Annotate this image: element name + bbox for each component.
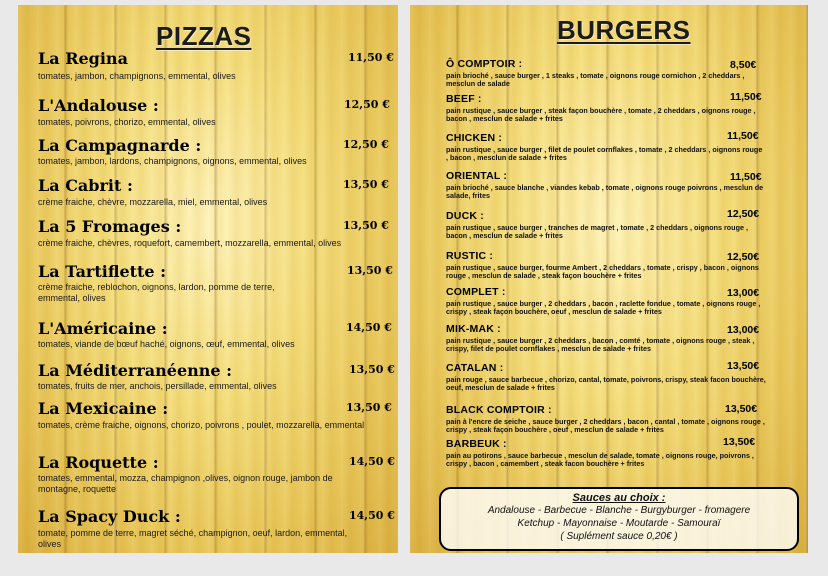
burger-name: COMPLET :	[446, 286, 506, 298]
pizzas-heading: PIZZAS	[156, 21, 252, 51]
pizza-item	[38, 176, 394, 220]
pizza-name: L'Américaine :	[38, 319, 168, 338]
pizza-name: La Cabrit :	[38, 176, 133, 195]
burger-item	[446, 362, 798, 398]
pizza-ingredients: tomates, viande de bœuf haché, oignons, œuf, emmental, olives	[38, 339, 295, 349]
pizza-item	[38, 96, 394, 140]
pizza-name: La Méditerranéenne :	[38, 361, 233, 380]
burger-item	[446, 58, 798, 94]
burger-item	[446, 286, 798, 322]
sauces-box	[439, 487, 799, 551]
pizza-name: La Spacy Duck :	[38, 507, 181, 526]
burger-price: 13,50€	[727, 360, 760, 372]
pizza-item	[38, 507, 394, 551]
pizza-name: La Campagnarde :	[38, 136, 202, 155]
burger-price: 11,50€	[730, 171, 762, 183]
pizza-ingredients: crème fraiche, reblochon, oignons, lardon, pomme de terre, emmental, olives	[38, 282, 275, 303]
burger-item	[446, 132, 798, 168]
pizza-ingredients: crème fraiche, chèvre, mozzarella, miel, emmental, olives	[38, 197, 268, 207]
pizza-ingredients: tomates, poivrons, chorizo, emmental, olives	[38, 117, 216, 127]
burger-name: BARBEUK :	[446, 438, 507, 450]
pizza-item	[38, 136, 394, 180]
pizza-price: 12,50 €	[343, 138, 389, 151]
pizza-ingredients: tomates, jambon, champignons, emmental, olives	[38, 71, 236, 81]
burger-name: MIK-MAK :	[446, 323, 501, 335]
pizza-price: 13,50 €	[343, 178, 389, 191]
burger-item	[446, 170, 798, 206]
pizza-name: La 5 Fromages :	[38, 217, 182, 236]
pizza-item	[38, 319, 394, 363]
pizza-name: L'Andalouse :	[38, 96, 159, 115]
pizza-name: La Roquette :	[38, 453, 159, 472]
burger-ingredients: pain au potirons , sauce barbecue , mesclun de salade, tomate , oignons rouge, poivrons , crispy , bacon , camembert , steak facon bouchère + frites	[446, 451, 754, 469]
pizza-name: La Mexicaine :	[38, 399, 169, 418]
sauces-line-1: Andalouse - Barbecue - Blanche - Burgyburger - fromagere	[487, 505, 751, 516]
burger-price: 13,00€	[727, 287, 760, 299]
burgers-panel	[410, 5, 808, 553]
pizza-price: 14,50 €	[346, 321, 392, 334]
burger-name: CATALAN :	[446, 362, 504, 374]
pizza-price: 13,50 €	[346, 401, 392, 414]
burger-item	[446, 404, 798, 440]
burger-ingredients: pain rustique , sauce burger , filet de poulet cornflakes , tomate , 2 cheddars , oignons rouge , bacon , mesclun de salade + frites	[446, 145, 763, 163]
burger-name: ORIENTAL :	[446, 170, 508, 182]
burger-name: RUSTIC :	[446, 250, 494, 262]
burger-ingredients: pain rustique , sauce burger , steak façon bouchère , tomate , 2 cheddars , oignons rouge , bacon , mesclun de salade + frites	[446, 106, 756, 124]
burger-name: BLACK COMPTOIR :	[446, 404, 552, 416]
pizza-ingredients: tomate, pomme de terre, magret séché, champignon, oeuf, lardon, emmental, olives	[38, 528, 348, 549]
burger-name: BEEF :	[446, 93, 482, 105]
sauces-line-2: Ketchup - Mayonnaise - Moutarde - Samouraï	[517, 518, 721, 529]
pizza-item	[38, 49, 394, 93]
pizza-item	[38, 453, 394, 497]
burger-name: CHICKEN :	[446, 132, 503, 144]
pizza-price: 13,50 €	[349, 363, 395, 376]
pizza-price: 12,50 €	[344, 98, 390, 111]
burger-name: Ô COMPTOIR :	[446, 58, 523, 70]
sauces-line-3: ( Suplément sauce 0,20€ )	[560, 531, 678, 542]
burger-ingredients: pain rustique , sauce burger, fourme Ambert , 2 cheddars , tomate , crispy , bacon , oignons rouge , mesclun de salade , steak façon bouchère + frites	[446, 263, 759, 281]
pizza-ingredients: tomates, fruits de mer, anchois, persillade, emmental, olives	[38, 381, 277, 391]
pizza-item	[38, 399, 394, 443]
burgers-heading: BURGERS	[557, 15, 691, 45]
pizza-price: 14,50 €	[349, 509, 395, 522]
pizza-item	[38, 262, 394, 306]
burger-price: 8,50€	[730, 59, 757, 71]
burger-name: DUCK :	[446, 210, 484, 222]
pizzas-panel	[18, 5, 398, 553]
burger-ingredients: pain brioché , sauce blanche , viandes kebab , tomate , oignons rouge poivrons , mesclun de salade, frites	[446, 183, 764, 201]
burger-price: 13,50€	[723, 436, 756, 448]
burger-item	[446, 438, 798, 474]
burger-price: 13,50€	[725, 403, 758, 415]
burger-item	[446, 250, 798, 286]
burger-ingredients: pain brioché , sauce burger , 1 steaks , tomate , oignons rouge cornichon , 2 cheddars , mesclun de salade	[446, 71, 745, 89]
burger-price: 13,00€	[727, 324, 760, 336]
burger-price: 12,50€	[727, 251, 760, 263]
burger-ingredients: pain rustique , sauce burger , 2 cheddars , bacon , comté , tomate , oignons rouge , steak , crispy, filet de poulet cornflakes , mesclun de salade + frites	[446, 336, 755, 354]
pizza-name: La Regina	[38, 49, 128, 68]
pizza-price: 13,50 €	[343, 219, 389, 232]
pizza-ingredients: tomates, crème fraiche, oignons, chorizo, poivrons , poulet, mozzarella, emmental	[38, 420, 365, 430]
pizza-ingredients: crème fraiche, chèvres, roquefort, camembert, mozzarella, emmental, olives	[38, 238, 342, 248]
sauces-title: Sauces au choix :	[572, 492, 666, 504]
burger-ingredients: pain rustique , sauce burger , tranches de magret , tomate , 2 cheddars , oignons rouge , bacon , mesclun de salade + frites	[446, 223, 748, 241]
burger-ingredients: pain rouge , sauce barbecue , chorizo, cantal, tomate, poivrons, crispy, steak facon bouchère, oeuf, mesclun de salade + frites	[446, 375, 766, 393]
burger-ingredients: pain à l'encre de seiche , sauce burger , 2 cheddars , bacon , cantal , tomate , oignons rouge , crispy , steak façon bouchère , oeuf , mesclun de salade + frites	[446, 417, 765, 435]
pizza-ingredients: tomates, jambon, lardons, champignons, oignons, emmental, olives	[38, 156, 307, 166]
pizza-price: 13,50 €	[347, 264, 393, 277]
pizza-ingredients: tomates, emmental, mozza, champignon ,olives, oignon rouge, jambon de montagne, roquette	[38, 473, 333, 494]
burger-price: 12,50€	[727, 208, 760, 220]
pizza-price: 14,50 €	[349, 455, 395, 468]
burger-item	[446, 93, 798, 129]
burger-item	[446, 323, 798, 359]
pizza-price: 11,50 €	[348, 51, 394, 64]
burger-ingredients: pain rustique , sauce burger , 2 cheddars , bacon , raclette fondue , tomate , oignons rouge , crispy , steak façon bouchère, oeuf , mesclun de salade + frites	[446, 299, 761, 317]
burger-price: 11,50€	[730, 91, 762, 103]
pizza-name: La Tartiflette :	[38, 262, 167, 281]
burger-price: 11,50€	[727, 130, 759, 142]
pizza-item	[38, 217, 394, 261]
burger-item	[446, 210, 798, 246]
